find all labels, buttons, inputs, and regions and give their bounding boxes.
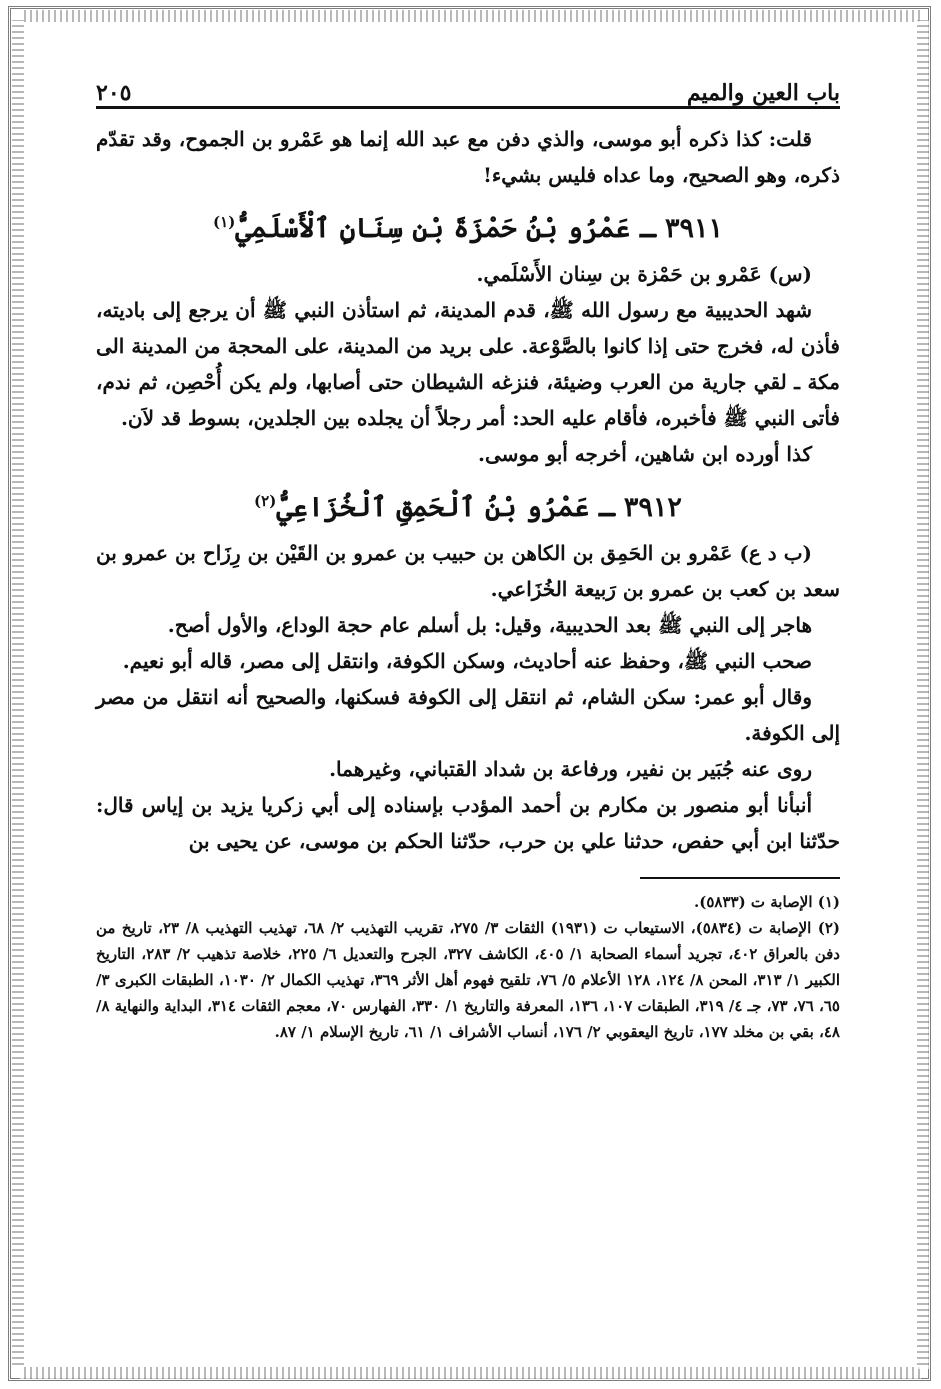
footnote-1: (١) الإصابة ت (٥٨٣٣).: [694, 893, 840, 911]
page-number: ٢٠٥: [96, 80, 132, 106]
footnote-ref: (١): [213, 213, 236, 231]
entry-heading-3912: [96, 478, 840, 531]
chapter-title: باب العين والميم: [686, 80, 840, 106]
paragraph: أنبأنا أبو منصور بن مكارم بن أحمد المؤدب بإسناده إلى أبي زكريا يزيد بن إياس قال: حدّثنا ابن أبي حفص، حدثنا علي بن حرب، حدّثنا الحكم بن موسى، عن يحيى بن: [96, 793, 840, 853]
paragraph: كذا أورده ابن شاهين، أخرجه أبو موسى.: [477, 442, 812, 466]
paragraph: (س) عَمْرو بن حَمْزة بن سِنان الأَسْلَمي.: [476, 262, 812, 286]
paragraph: هاجر إلى النبي ﷺ بعد الحديبية، وقيل: بل أسلم عام حجة الوداع، والأول أصح.: [167, 613, 812, 637]
ornamental-border-top: [20, 10, 921, 22]
footnote-ref: (٢): [254, 492, 277, 510]
footnote-2: (٢) الإصابة ت (٥٨٣٤)، الاستيعاب ت (١٩٣١) الثقات ٣/ ٢٧٥، تقريب التهذيب ٢/ ٦٨، تهذيب التهذيب ٨/ ٢٣، تاريخ من دفن بالعراق ٤٠٢، تجريد أسماء الصحابة ١/ ٤٠٥، الكاشف ٣٢٧، الجرح والتعديل ٦/ ٢٢٥، خلاصة تذهيب ٢/ ٢٨٣، التاريخ الكبير ١/ ٣١٣، المحن ٨/ ١٢٤، ١٢٨ الأعلام ٥/ ٧٦، تلقيح فهوم أهل الأثر ٣٦٩، تهذيب الكمال ٢/ ١٠٣٠، الطبقات الكبرى ٣/ ٦٥، ٧٦، ٧٣، جـ ٤/ ٣١٩، الطبقات ١٠٧، ١٣٦، المعرفة والتاريخ ١/ ٣٣٠، الفهارس ٧٠، معجم الثقات ٣١٤، البداية والنهاية ٨/ ٤٨، بقي بن مخلد ١٧٧، تاريخ اليعقوبي ٢/ ١٧٦، أنساب الأشراف ١/ ٦١، تاريخ الإسلام ١/ ٨٧.: [96, 919, 841, 1041]
paragraph: (ب د ع) عَمْرو بن الحَمِق بن الكاهن بن حبيب بن عمرو بن القَيْن بن رِزَاح بن عمرو بن سعد بن كعب بن عمرو بن رَبيعة الخُزَاعي.: [96, 541, 840, 601]
paragraph-intro: قلت: كذا ذكره أبو موسى، والذي دفن مع عبد الله إنما هو عَمْرو بن الجموح، وقد تقدّم ذكره، وهو الصحيح، وما عداه فليس بشيء!: [96, 127, 840, 187]
ornamental-border-right: [917, 20, 929, 1369]
footnote-divider: [640, 877, 840, 879]
paragraph: صحب النبي ﷺ، وحفظ عنه أحاديث، وسكن الكوفة، وانتقل إلى مصر، قاله أبو نعيم.: [122, 649, 812, 673]
page-content: [96, 66, 840, 1045]
entry-title: ٣٩١٢ ـ عَمْرُو بْنُ ٱلْحَمِقِ ٱلْخُزَاعِيُّ: [276, 492, 682, 523]
paragraph: وقال أبو عمر: سكن الشام، ثم انتقل إلى الكوفة فسكنها، والصحيح أنه انتقل من مصر إلى الكوفة.: [96, 685, 840, 745]
ornamental-border-bottom: [20, 1367, 921, 1379]
entry-heading-3911: [96, 199, 840, 252]
ornamental-border-left: [12, 20, 24, 1369]
running-header: [96, 66, 840, 109]
paragraph: شهد الحديبية مع رسول الله ﷺ، قدم المدينة، ثم استأذن النبي ﷺ أن يرجع إلى باديته، فأذن له، فخرج حتى إذا كانوا بالصَّوْعة. على بريد من المدينة، على المحجة من المدينة الى مكة ـ لقي جارية من العرب وضيئة، فنزغه الشيطان حتى أصابها، ولم يكن أُحْصِن، ثم ندم، فأتى النبي ﷺ فأخبره، فأقام عليه الحد: أمر رجلاً أن يجلده بين الجلدين، بسوط قد لاَن.: [96, 298, 840, 430]
paragraph: روى عنه جُبَير بن نفير، ورفاعة بن شداد القتباني، وغيرهما.: [329, 757, 812, 781]
entry-title: ٣٩١١ ـ عَمْرُو بْنُ حَمْزَةَ بْنِ سِنَانٍ ٱلْأَسْلَمِيُّ: [235, 213, 723, 244]
